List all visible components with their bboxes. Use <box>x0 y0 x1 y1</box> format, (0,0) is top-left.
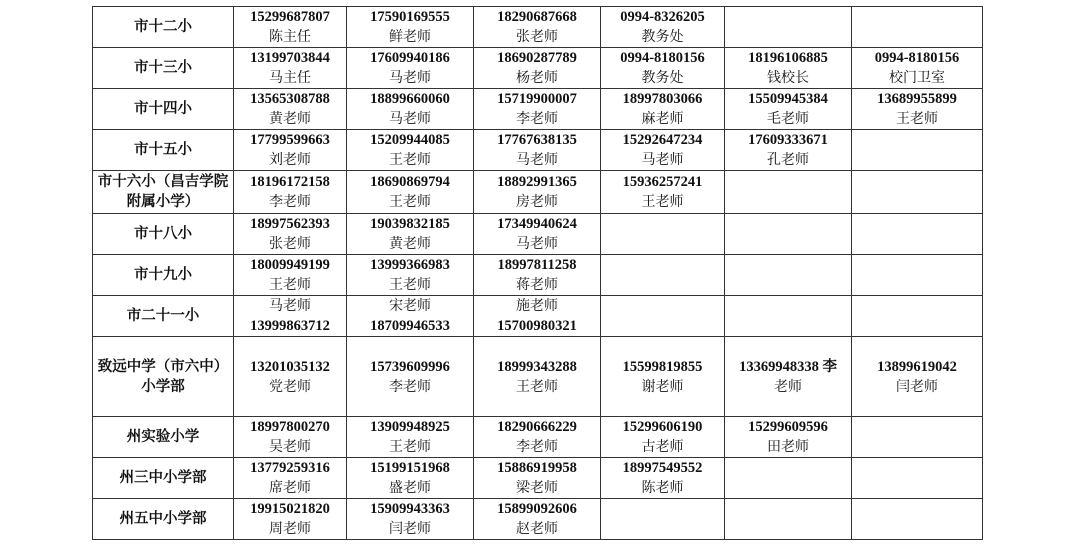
table-body <box>93 7 983 540</box>
contact-line: 15599819855 <box>622 358 703 375</box>
contact-line: 杨老师 <box>516 70 558 86</box>
contact-line: 李老师 <box>516 439 558 455</box>
contact-line: 18196106885 <box>748 50 828 66</box>
contact-line: 陈老师 <box>641 480 684 496</box>
contact-cell <box>234 89 347 130</box>
contact-line: 鲜老师 <box>389 29 431 45</box>
contact-line: 13201035132 <box>250 358 330 375</box>
school-name-cell: 市十四小 <box>93 89 234 130</box>
contact-cell <box>852 499 983 540</box>
contact-line: 王老师 <box>896 111 938 127</box>
contact-cell <box>601 458 725 499</box>
contact-line: 盛老师 <box>389 480 431 496</box>
contact-cell <box>234 458 347 499</box>
contact-line: 周老师 <box>269 521 311 537</box>
contact-line: 18290666229 <box>497 419 577 435</box>
school-name-cell: 市十二小 <box>93 7 234 48</box>
contact-line: 马主任 <box>269 70 311 86</box>
contact-line: 18999343288 <box>497 358 577 375</box>
contact-line: 李老师 <box>389 378 431 395</box>
contact-line: 15299606190 <box>622 419 703 435</box>
contact-cell <box>474 255 601 296</box>
contact-line: 18690287789 <box>497 50 577 66</box>
contact-line: 18196172158 <box>250 174 330 190</box>
contact-line: 校门卫室 <box>889 70 945 86</box>
contact-cell <box>474 417 601 458</box>
contact-line: 13689955899 <box>877 91 957 107</box>
table-row <box>93 48 983 89</box>
contact-cell <box>474 130 601 171</box>
contact-cell <box>347 458 474 499</box>
contact-cell <box>347 337 474 417</box>
contact-line: 麻老师 <box>641 111 684 127</box>
contact-line: 王老师 <box>641 194 684 210</box>
contact-line: 黄老师 <box>389 236 431 252</box>
contact-cell <box>852 296 983 337</box>
contact-cell <box>347 171 474 214</box>
contact-line: 19039832185 <box>370 216 450 232</box>
contact-line: 王老师 <box>389 152 431 168</box>
contact-cell <box>725 7 852 48</box>
contact-line: 王老师 <box>389 194 431 210</box>
school-name-cell: 州实验小学 <box>93 417 234 458</box>
contact-line: 18892991365 <box>497 174 577 190</box>
contact-cell <box>725 296 852 337</box>
contact-cell <box>852 89 983 130</box>
contact-cell <box>725 171 852 214</box>
contact-line: 17609940186 <box>370 50 450 66</box>
contact-line: 古老师 <box>641 439 684 455</box>
contact-line: 18997562393 <box>250 216 330 232</box>
contact-line: 马老师 <box>516 152 558 168</box>
school-name-cell: 市十八小 <box>93 214 234 255</box>
contact-line: 15509945384 <box>748 91 828 107</box>
table-row <box>93 499 983 540</box>
contact-line: 15292647234 <box>622 132 703 148</box>
school-contact-table <box>92 6 983 540</box>
contact-cell <box>725 458 852 499</box>
contact-line: 0994-8180156 <box>620 50 705 66</box>
table-row <box>93 255 983 296</box>
school-name-cell: 市十五小 <box>93 130 234 171</box>
table-row <box>93 417 983 458</box>
contact-line: 15936257241 <box>622 174 703 190</box>
contact-line: 王老师 <box>269 277 311 293</box>
contact-line: 18997549552 <box>622 460 703 476</box>
contact-line: 刘老师 <box>269 152 311 168</box>
table-row <box>93 214 983 255</box>
school-name-cell: 州三中小学部 <box>93 458 234 499</box>
contact-line: 18899660060 <box>370 91 450 107</box>
contact-cell <box>601 499 725 540</box>
contact-cell <box>347 89 474 130</box>
contact-line: 15899092606 <box>497 501 577 517</box>
contact-line: 施老师 <box>516 298 558 314</box>
contact-line: 王老师 <box>389 277 431 293</box>
contact-line: 0994-8326205 <box>620 9 705 25</box>
contact-line: 15700980321 <box>497 318 577 334</box>
contact-cell <box>234 171 347 214</box>
table-row <box>93 171 983 214</box>
contact-line: 18690869794 <box>370 174 450 190</box>
school-name-cell: 州五中小学部 <box>93 499 234 540</box>
contact-line: 吴老师 <box>269 439 311 455</box>
contact-cell <box>852 7 983 48</box>
table-row <box>93 458 983 499</box>
contact-cell <box>852 171 983 214</box>
contact-cell <box>601 214 725 255</box>
contact-cell <box>347 130 474 171</box>
contact-cell <box>347 417 474 458</box>
school-name-cell: 致远中学（市六中）小学部 <box>93 337 234 417</box>
contact-line: 13999366983 <box>370 257 450 273</box>
contact-cell <box>725 214 852 255</box>
contact-line: 18997803066 <box>622 91 703 107</box>
school-name-cell: 市二十一小 <box>93 296 234 337</box>
contact-line: 18997800270 <box>250 419 330 435</box>
contact-line: 13909948925 <box>370 419 450 435</box>
contact-cell <box>852 214 983 255</box>
contact-line: 孔老师 <box>767 152 809 168</box>
contact-line: 15909943363 <box>370 501 450 517</box>
contact-line: 马老师 <box>641 152 684 168</box>
contact-cell <box>234 499 347 540</box>
contact-line: 13369948338 李 <box>739 358 837 375</box>
contact-line: 17609333671 <box>748 132 828 148</box>
contact-line: 17799599663 <box>250 132 330 148</box>
contact-line: 13779259316 <box>250 460 330 476</box>
contact-line: 谢老师 <box>641 378 684 395</box>
contact-cell <box>852 130 983 171</box>
contact-line: 老师 <box>774 378 802 395</box>
table-row <box>93 7 983 48</box>
contact-line: 0994-8180156 <box>874 50 960 66</box>
contact-cell <box>234 214 347 255</box>
contact-line: 17767638135 <box>497 132 577 148</box>
contact-cell <box>474 458 601 499</box>
contact-cell <box>852 417 983 458</box>
contact-cell <box>474 296 601 337</box>
contact-line: 19915021820 <box>250 501 330 517</box>
contact-line: 15209944085 <box>370 132 450 148</box>
contact-line: 李老师 <box>516 111 558 127</box>
table-row <box>93 296 983 337</box>
contact-line: 教务处 <box>641 70 684 86</box>
table-row <box>93 130 983 171</box>
contact-cell <box>601 417 725 458</box>
contact-line: 马老师 <box>516 236 558 252</box>
contact-line: 马老师 <box>269 298 311 314</box>
contact-cell <box>601 130 725 171</box>
contact-cell <box>852 48 983 89</box>
contact-line: 赵老师 <box>516 521 558 537</box>
contact-line: 王老师 <box>389 439 431 455</box>
contact-cell <box>474 214 601 255</box>
contact-cell <box>234 296 347 337</box>
contact-cell <box>234 130 347 171</box>
contact-line: 张老师 <box>269 236 311 252</box>
contact-line: 13899619042 <box>877 358 957 375</box>
contact-line: 17590169555 <box>370 9 450 25</box>
contact-line: 王老师 <box>516 378 558 395</box>
contact-line: 18997811258 <box>497 257 577 273</box>
contact-cell <box>601 296 725 337</box>
contact-cell <box>852 458 983 499</box>
school-name-cell: 市十九小 <box>93 255 234 296</box>
contact-line: 席老师 <box>269 480 311 496</box>
contact-cell <box>725 89 852 130</box>
contact-cell <box>725 255 852 296</box>
contact-line: 闫老师 <box>896 378 938 395</box>
contact-cell <box>601 337 725 417</box>
contact-line: 15199151968 <box>370 460 450 476</box>
contact-line: 毛老师 <box>767 111 809 127</box>
contact-cell <box>234 7 347 48</box>
contact-line: 17349940624 <box>497 216 577 232</box>
contact-line: 房老师 <box>516 194 558 210</box>
contact-line: 13999863712 <box>250 318 330 334</box>
contact-cell <box>601 7 725 48</box>
contact-line: 马老师 <box>389 111 431 127</box>
contact-cell <box>474 7 601 48</box>
contact-line: 闫老师 <box>389 521 431 537</box>
contact-line: 梁老师 <box>516 480 558 496</box>
contact-cell <box>347 48 474 89</box>
contact-line: 教务处 <box>641 29 684 45</box>
contact-line: 宋老师 <box>389 298 431 314</box>
contact-line: 陈主任 <box>269 29 311 45</box>
contact-cell <box>347 296 474 337</box>
school-name-cell: 市十六小（昌吉学院附属小学） <box>93 171 234 214</box>
contact-line: 蒋老师 <box>516 277 558 293</box>
contact-line: 15886919958 <box>497 460 577 476</box>
contact-cell <box>852 337 983 417</box>
contact-cell <box>474 499 601 540</box>
contact-cell <box>347 214 474 255</box>
contact-cell <box>601 171 725 214</box>
contact-line: 黄老师 <box>269 111 311 127</box>
contact-line: 张老师 <box>516 29 558 45</box>
contact-cell <box>347 255 474 296</box>
contact-cell <box>725 48 852 89</box>
contact-cell <box>601 48 725 89</box>
contact-cell <box>474 48 601 89</box>
contact-cell <box>725 499 852 540</box>
contact-cell <box>234 337 347 417</box>
contact-line: 18009949199 <box>250 257 330 273</box>
table-row <box>93 337 983 417</box>
contact-cell <box>347 499 474 540</box>
school-name-cell: 市十三小 <box>93 48 234 89</box>
contact-line: 18709946533 <box>370 318 450 334</box>
contact-cell <box>474 89 601 130</box>
contact-line: 15299609596 <box>748 419 828 435</box>
contact-line: 党老师 <box>269 378 311 395</box>
table-row <box>93 89 983 130</box>
contact-cell <box>725 130 852 171</box>
contact-line: 田老师 <box>767 439 809 455</box>
contact-cell <box>234 255 347 296</box>
contact-cell <box>234 417 347 458</box>
contact-line: 15719900007 <box>497 91 577 107</box>
contact-cell <box>474 171 601 214</box>
contact-line: 15739609996 <box>370 358 450 375</box>
contact-cell <box>852 255 983 296</box>
contact-cell <box>725 337 852 417</box>
contact-line: 18290687668 <box>497 9 577 25</box>
contact-line: 马老师 <box>389 70 431 86</box>
contact-line: 钱校长 <box>767 70 809 86</box>
contact-line: 13199703844 <box>250 50 330 66</box>
contact-cell <box>234 48 347 89</box>
contact-line: 13565308788 <box>250 91 330 107</box>
contact-cell <box>601 89 725 130</box>
contact-line: 李老师 <box>269 194 311 210</box>
contact-cell <box>347 7 474 48</box>
contact-cell <box>601 255 725 296</box>
contact-line: 15299687807 <box>250 9 330 25</box>
contact-cell <box>725 417 852 458</box>
contact-cell <box>474 337 601 417</box>
